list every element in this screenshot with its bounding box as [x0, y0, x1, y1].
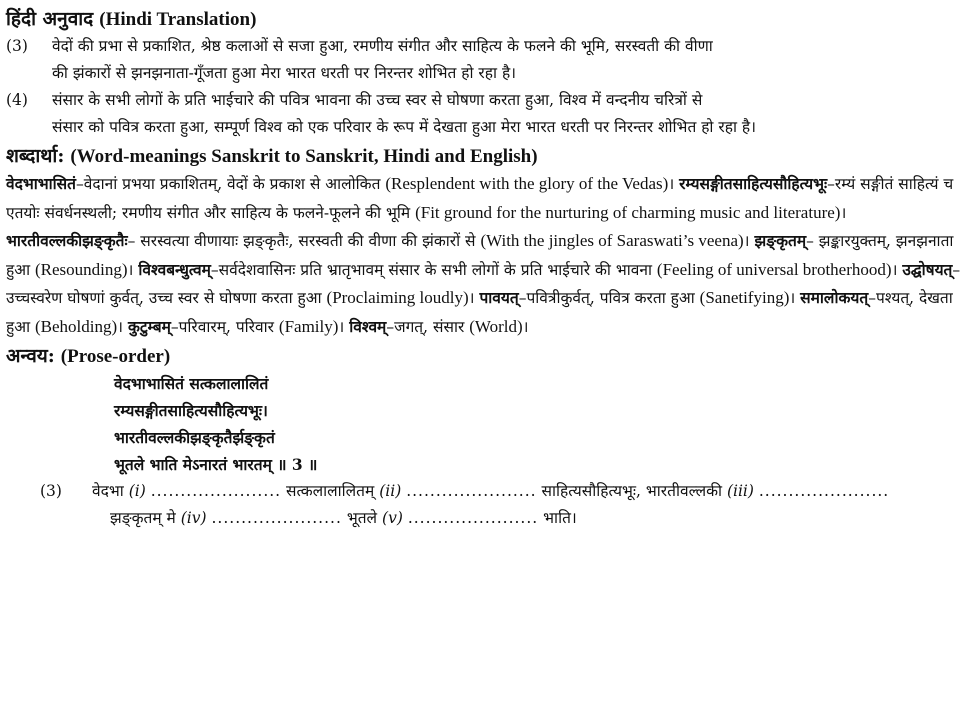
english-meaning: (Resounding): [35, 259, 128, 279]
blank-dots: ......................: [211, 509, 342, 527]
blank-label: (iii): [726, 482, 754, 500]
danda: ।: [789, 289, 801, 307]
meaning: –उच्चस्वरेण घोषणां कुर्वत्, उच्च स्वर से घोषणा करता हुआ: [6, 260, 961, 307]
meaning: – झङ्कारयुक्तम्, झनझनाता हुआ: [6, 232, 954, 279]
verse-line: भूतले भाति मेऽनारतं भारतम् ॥ 3 ॥: [114, 455, 318, 474]
blank-dots: ......................: [407, 509, 539, 527]
meaning: –रम्यं सङ्गीतं साहित्यं च एतयोः संवर्धनस्थली; रमणीय संगीत और साहित्य के फलने-फूलने की भूमि: [6, 175, 954, 222]
danda: ।: [743, 232, 755, 250]
english-meaning: (Beholding): [35, 316, 118, 336]
meaning: – सरस्वत्या वीणायाः झङ्कृतैः, सरस्वती की वीणा की झंकारों से: [127, 232, 481, 250]
word-entry: [6, 232, 754, 250]
translation-line: संसार को पवित्र करता हुआ, सम्पूर्ण विश्व को एक परिवार के रूप में देखता हुआ मेरा भारत धरती पर निरन्तर शोभित हो रहा है।: [52, 118, 756, 136]
meaning: –पश्यत्, देखता हुआ: [6, 289, 953, 336]
word-meanings-heading: [6, 143, 971, 170]
exercise-number: (3): [40, 482, 62, 500]
blank-label: (v): [382, 509, 403, 527]
blank-label: (iv): [180, 509, 207, 527]
danda: ।: [668, 175, 680, 193]
term: कुटुम्बम्: [127, 316, 171, 336]
hindi-translation-heading: [6, 6, 971, 33]
term: पावयत्: [479, 288, 519, 307]
danda: ।: [468, 289, 480, 307]
item-number: (4): [6, 91, 28, 109]
prose-order-heading-hi: अन्वय:: [6, 345, 55, 367]
translation-line: की झंकारों से झनझनाता-गूँजता हुआ मेरा भारत धरती पर निरन्तर शोभित हो रहा है।: [52, 64, 517, 82]
exercise-text: झङ्कृतम् मे: [110, 509, 176, 527]
meaning: –पवित्रीकुर्वत्, पवित्र करता हुआ: [518, 289, 700, 307]
blank-label: (ii): [379, 482, 402, 500]
blank-dots: ......................: [150, 482, 282, 500]
danda: ।: [840, 203, 847, 222]
danda: ।: [522, 317, 529, 336]
verse-line: वेदभाभासितं सत्कलालालितं: [114, 374, 269, 393]
danda: ।: [117, 317, 128, 336]
word-meanings-heading-hi: शब्दार्था:: [6, 145, 65, 167]
meaning: –जगत्, संसार: [386, 317, 470, 336]
verse-line: रम्यसङ्गीतसाहित्यसौहित्यभूः।: [114, 401, 268, 420]
exercise-text: वेदभा: [92, 482, 124, 500]
danda: ।: [891, 260, 903, 279]
exercise-text: साहित्यसौहित्यभूः, भारतीवल्लकी: [541, 482, 722, 500]
hindi-translation-heading-en: (Hindi Translation): [99, 9, 257, 30]
term: विश्वबन्धुत्वम्: [138, 259, 211, 279]
word-meanings-block: [6, 170, 971, 341]
blank-dots: ......................: [406, 482, 537, 500]
english-meaning: (With the jingles of Saraswati’s veena): [480, 231, 744, 250]
english-meaning: (Sanetifying): [699, 288, 790, 307]
danda: ।: [127, 260, 139, 279]
prose-order-heading: [6, 343, 971, 370]
translation-line: संसार के सभी लोगों के प्रति भाईचारे की पवित्र भावना की उच्च स्वर से घोषणा करता हुआ, विश्व में वन्दनीय चरित्रों से: [52, 91, 703, 109]
fill-in-exercise: [6, 478, 971, 532]
translation-item-3: [6, 33, 971, 87]
english-meaning: (Resplendent with the glory of the Vedas): [385, 174, 669, 193]
item-number: (3): [6, 37, 28, 55]
term: विश्वम्: [349, 316, 387, 336]
meaning: –सर्वदेशवासिनः प्रति भ्रातृभावम् संसार के सभी लोगों के प्रति भाईचारे की भावना: [210, 260, 657, 279]
exercise-line-2: [56, 505, 971, 532]
meaning: –परिवारम्, परिवार: [170, 317, 279, 336]
exercise-text: भाति।: [543, 509, 577, 527]
term: झङ्कृतम्: [754, 231, 807, 250]
word-meanings-heading-en: (Word-meanings Sanskrit to Sanskrit, Hindi and English): [70, 146, 538, 167]
prose-order-heading-en: (Prose-order): [60, 346, 171, 367]
english-meaning: (Fit ground for the nurturing of charming music and literature): [415, 202, 841, 222]
exercise-text: सत्कलालालितम्: [286, 482, 375, 500]
verse-block: [114, 370, 971, 478]
word-entry: [128, 318, 349, 336]
exercise-line-1: [56, 478, 971, 505]
verse-line: भारतीवल्लकीझङ्कृतैर्झङ्कृतं: [114, 428, 275, 447]
word-entry: [6, 175, 679, 193]
blank-dots: ......................: [758, 482, 890, 500]
term: समालोकयत्: [800, 288, 869, 307]
english-meaning: (Family): [278, 316, 339, 336]
english-meaning: (Proclaiming loudly): [326, 288, 469, 307]
term: उद्घोषयत्: [902, 259, 953, 279]
translation-item-4: [6, 87, 971, 141]
danda: ।: [338, 317, 350, 336]
word-entry: [479, 289, 800, 307]
term: वेदभाभासितं: [6, 174, 76, 193]
english-meaning: (World): [469, 316, 523, 336]
word-entry: [138, 261, 902, 279]
translation-line: वेदों की प्रभा से प्रकाशित, श्रेष्ठ कलाओं से सजा हुआ, रमणीय संगीत और साहित्य के फलने की भूमि, सरस्वती की वीणा: [52, 37, 713, 55]
term: रम्यसङ्गीतसाहित्यसौहित्यभूः: [679, 174, 828, 193]
word-entry: [349, 318, 528, 336]
exercise-text: भूतले: [346, 509, 378, 527]
blank-label: (i): [128, 482, 146, 500]
hindi-translation-heading-hi: हिंदी अनुवाद: [6, 8, 94, 30]
english-meaning: (Feeling of universal brotherhood): [656, 259, 892, 279]
meaning: –वेदानां प्रभया प्रकाशितम्, वेदों के प्रकाश से आलोकित: [76, 175, 386, 193]
term: भारतीवल्लकीझङ्कृतैः: [6, 231, 128, 250]
